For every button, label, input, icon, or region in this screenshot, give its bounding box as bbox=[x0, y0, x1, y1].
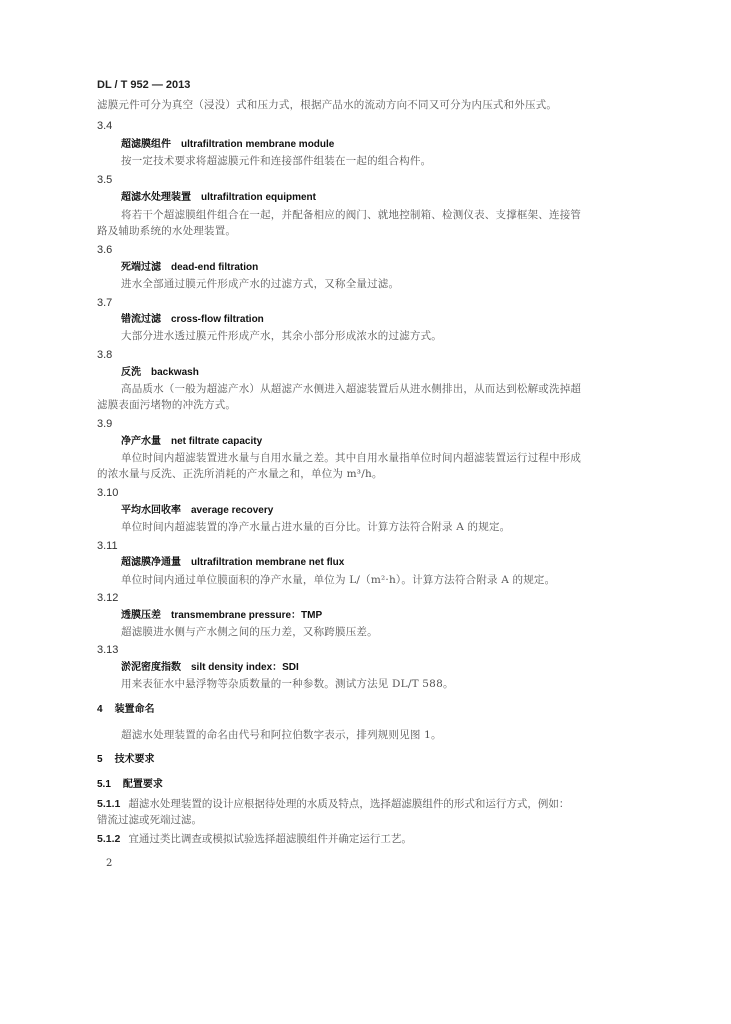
term-number: 3.11 bbox=[97, 540, 118, 552]
term-zh: 透膜压差 bbox=[121, 610, 161, 621]
term-zh: 平均水回收率 bbox=[121, 505, 181, 516]
term-title bbox=[121, 191, 631, 205]
clause-line: 超滤水处理装置的设计应根据待处理的水质及特点，选择超滤膜组件的形式和运行方式，例如： bbox=[128, 798, 570, 810]
section-heading bbox=[97, 703, 637, 717]
term-title bbox=[121, 556, 631, 570]
section-number: 5 bbox=[97, 754, 103, 765]
term-zh: 死端过滤 bbox=[121, 262, 161, 273]
intro-text: 滤膜元件可分为真空（浸没）式和压力式，根据产品水的流动方向不同又可分为内压式和外压式。 bbox=[97, 99, 558, 111]
term-title bbox=[121, 366, 631, 380]
term-zh: 反洗 bbox=[121, 367, 141, 378]
term-en: net filtrate capacity bbox=[171, 436, 263, 447]
term-zh: 错流过滤 bbox=[121, 314, 161, 325]
term-number: 3.9 bbox=[97, 418, 113, 430]
term-definition: 单位时间内通过单位膜面积的净产水量，单位为 L/（m²·h）。计算方法符合附录 A 的规定。 bbox=[121, 574, 556, 586]
term-en: ultrafiltration equipment bbox=[201, 192, 316, 203]
term-definition: 按一定技术要求将超滤膜元件和连接部件组装在一起的组合构件。 bbox=[121, 155, 432, 167]
term-en: ultrafiltration membrane module bbox=[181, 139, 335, 150]
term-definition-cont: 的浓水量与反洗、正洗所消耗的产水量之和，单位为 m³/h。 bbox=[97, 468, 383, 480]
term-title bbox=[121, 138, 631, 152]
section-title: 技术要求 bbox=[114, 754, 155, 765]
page-number: 2 bbox=[106, 858, 113, 869]
standard-number: DL / T 952 — 2013 bbox=[97, 79, 191, 91]
section-text: 超滤水处理装置的命名由代号和阿拉伯数字表示，排列规则见图 1。 bbox=[121, 729, 442, 741]
clause-text-cont: 错流过滤或死端过滤。 bbox=[97, 814, 202, 826]
term-title bbox=[121, 504, 631, 518]
clause-text bbox=[97, 832, 637, 846]
subsection-title: 配置要求 bbox=[122, 779, 163, 790]
term-definition: 单位时间内超滤装置的净产水量占进水量的百分比。计算方法符合附录 A 的规定。 bbox=[121, 521, 511, 533]
term-en: cross-flow filtration bbox=[171, 314, 264, 325]
clause-number: 5.1.1 bbox=[97, 798, 121, 810]
term-definition: 高品质水（一般为超滤产水）从超滤产水侧进入超滤装置后从进水侧排出，从而达到松解或洗掉超 bbox=[121, 383, 582, 395]
term-definition: 用来表征水中悬浮物等杂质数量的一种参数。测试方法见 DL/T 588。 bbox=[121, 678, 454, 690]
term-title bbox=[121, 313, 631, 327]
term-number: 3.13 bbox=[97, 644, 119, 656]
term-title bbox=[121, 609, 631, 623]
term-definition: 将若干个超滤膜组件组合在一起，并配备相应的阀门、就地控制箱、检测仪表、支撑框架、连接管 bbox=[121, 209, 582, 221]
clause-line: 宜通过类比调查或模拟试验选择超滤膜组件并确定运行工艺。 bbox=[128, 833, 412, 845]
term-zh: 淤泥密度指数 bbox=[121, 662, 181, 673]
term-en: ultrafiltration membrane net flux bbox=[191, 557, 345, 568]
subsection-number: 5.1 bbox=[97, 779, 111, 790]
term-definition: 进水全部通过膜元件形成产水的过滤方式，又称全量过滤。 bbox=[121, 278, 400, 290]
section-number: 4 bbox=[97, 704, 103, 715]
term-definition: 超滤膜进水侧与产水侧之间的压力差，又称跨膜压差。 bbox=[121, 626, 378, 638]
term-zh: 超滤膜组件 bbox=[121, 139, 171, 150]
term-definition: 大部分进水透过膜元件形成产水，其余小部分形成浓水的过滤方式。 bbox=[121, 330, 442, 342]
term-zh: 超滤水处理装置 bbox=[121, 192, 191, 203]
term-en: transmembrane pressure：TMP bbox=[171, 610, 323, 621]
term-number: 3.5 bbox=[97, 174, 113, 186]
section-heading bbox=[97, 753, 637, 767]
term-title bbox=[121, 661, 631, 675]
term-definition-cont: 滤膜表面污堵物的冲洗方式。 bbox=[97, 399, 237, 411]
term-number: 3.8 bbox=[97, 349, 113, 361]
term-en: backwash bbox=[151, 367, 199, 378]
subsection-heading bbox=[97, 778, 637, 792]
term-number: 3.12 bbox=[97, 592, 119, 604]
clause-number: 5.1.2 bbox=[97, 833, 121, 845]
term-en: dead-end filtration bbox=[171, 262, 259, 273]
term-number: 3.7 bbox=[97, 297, 113, 309]
term-zh: 超滤膜净通量 bbox=[121, 557, 181, 568]
term-definition-cont: 路及辅助系统的水处理装置。 bbox=[97, 225, 237, 237]
section-title: 装置命名 bbox=[114, 704, 155, 715]
term-title bbox=[121, 261, 631, 275]
clause-text bbox=[97, 797, 637, 811]
term-definition: 单位时间内超滤装置进水量与自用水量之差。其中自用水量指单位时间内超滤装置运行过程中形成 bbox=[121, 452, 582, 464]
term-number: 3.4 bbox=[97, 120, 113, 132]
term-en: average recovery bbox=[191, 505, 274, 516]
term-zh: 净产水量 bbox=[121, 436, 161, 447]
term-title bbox=[121, 435, 631, 449]
term-number: 3.6 bbox=[97, 244, 113, 256]
term-en: silt density index：SDI bbox=[191, 662, 299, 673]
term-number: 3.10 bbox=[97, 487, 119, 499]
